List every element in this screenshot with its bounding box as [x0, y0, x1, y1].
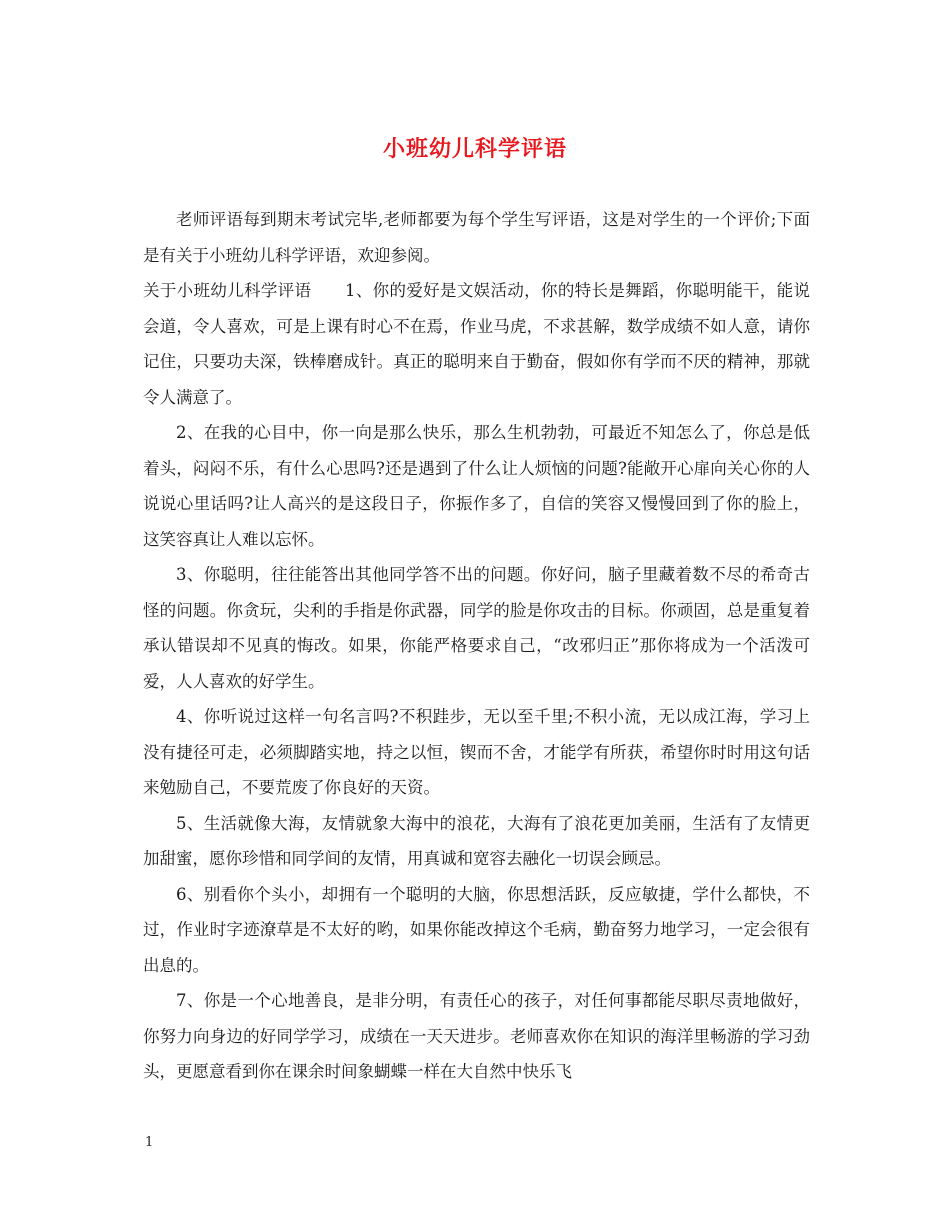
paragraph-comment-5: 5、生活就像大海，友情就象大海中的浪花，大海有了浪花更加美丽，生活有了友情更加甜蜜，愿你珍惜和同学间的友情，用真诚和宽容去融化一切误会顾忌。 — [143, 813, 810, 868]
paragraph-intro: 老师评语每到期末考试完毕,老师都要为每个学生写评语，这是对学生的一个评价;下面是有关于小班幼儿科学评语，欢迎参阅。 — [143, 210, 810, 265]
document-body — [143, 202, 810, 1090]
paragraph-comment-2: 2、在我的心目中，你一向是那么快乐，那么生机勃勃，可最近不知怎么了，你总是低着头，闷闷不乐，有什么心思吗?还是遇到了什么让人烦恼的问题?能敞开心扉向关心你的人说说心里话吗?让人高兴的是这段日子，你振作多了，自信的笑容又慢慢回到了你的脸上，这笑容真让人难以忘怀。 — [143, 423, 810, 549]
document-title: 小班幼儿科学评语 — [382, 136, 567, 162]
paragraph-comment-3: 3、你聪明，往往能答出其他同学答不出的问题。你好问，脑子里藏着数不尽的希奇古怪的问题。你贪玩，尖利的手指是你武器，同学的脸是你攻击的目标。你顽固，总是重复着承认错误却不见真的悔改。如果，你能严格要求自己，“改邪归正”那你将成为一个活泼可爱，人人喜欢的好学生。 — [143, 565, 810, 691]
paragraph-comment-6: 6、别看你个头小，却拥有一个聪明的大脑，你思想活跃，反应敏捷，学什么都快，不过，作业时字迹潦草是不太好的哟，如果你能改掉这个毛病，勤奋努力地学习，一定会很有出息的。 — [143, 884, 810, 975]
paragraph-comment-1: 关于小班幼儿科学评语 1、你的爱好是文娱活动，你的特长是舞蹈，你聪明能干，能说会道，令人喜欢，可是上课有时心不在焉，作业马虎，不求甚解，数学成绩不如人意，请你记住，只要功夫深，铁棒磨成针。真正的聪明来自于勤奋，假如你有学而不厌的精神，那就令人满意了。 — [143, 281, 810, 407]
page-number: 1 — [145, 1135, 154, 1150]
paragraph-comment-7: 7、你是一个心地善良，是非分明，有责任心的孩子，对任何事都能尽职尽责地做好，你努力向身边的好同学学习，成绩在一天天进步。老师喜欢你在知识的海洋里畅游的学习劲头，更愿意看到你在课余时间象蝴蝶一样在大自然中快乐飞 — [143, 991, 810, 1081]
paragraph-comment-4: 4、你听说过这样一句名言吗?不积跬步，无以至千里;不积小流，无以成江海，学习上没有捷径可走，必须脚踏实地，持之以恒，锲而不舍，才能学有所获，希望你时时用这句话来勉励自己，不要荒废了你良好的天资。 — [143, 707, 810, 797]
